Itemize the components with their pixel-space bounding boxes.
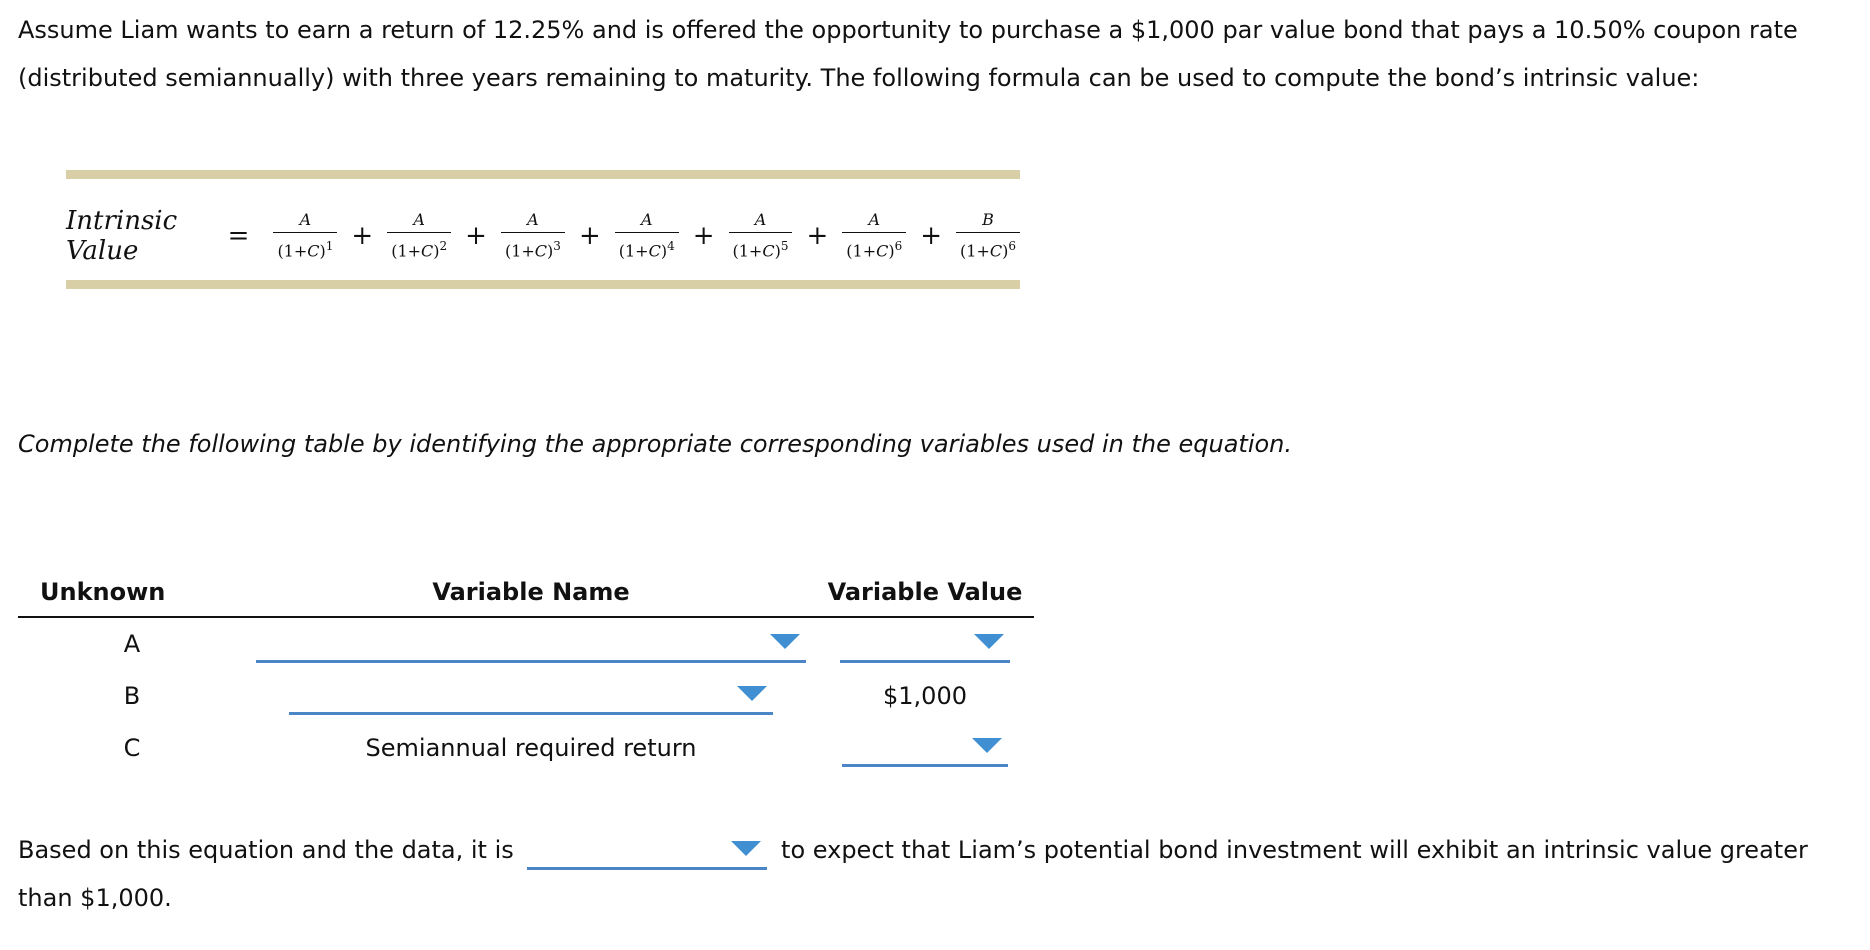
unknown-a: A	[123, 630, 141, 658]
variables-table	[18, 574, 1034, 774]
unknown-b: B	[123, 682, 141, 710]
header-unknown: Unknown	[18, 574, 246, 617]
formula-box	[66, 170, 1020, 284]
header-variable-value: Variable Value	[816, 574, 1034, 617]
unknown-c: C	[123, 734, 141, 762]
question-intro: Assume Liam wants to earn a return of 12.25% and is offered the opportunity to purchase a $1,000 par value bond that pays a 10.50% coupon rate (distributed semiannually) with three years remaining to maturity. The following formula can be used to compute the bond’s intrinsic value:	[18, 16, 1798, 92]
formula-plus: +	[351, 221, 374, 251]
answer-sentence	[18, 826, 1858, 922]
caret-down-icon	[731, 841, 761, 856]
variable-name-dropdown-b[interactable]	[289, 678, 773, 715]
formula-term: $\frac{A}{(1+C)^1}$	[273, 211, 337, 261]
formula-plus: +	[806, 221, 829, 251]
answer-text-after: to expect that Liam’s potential bond investment will exhibit an intrinsic value greater than $1,000.	[18, 836, 1808, 912]
formula-band-top	[66, 170, 1020, 179]
formula-plus: +	[692, 221, 715, 251]
table-row	[18, 617, 1034, 670]
formula-plus: +	[465, 221, 487, 251]
likelihood-dropdown[interactable]	[527, 833, 767, 870]
formula-plus: +	[920, 221, 943, 251]
table-row	[18, 670, 1034, 722]
variable-value-b: $1,000	[883, 682, 967, 710]
formula-band-bottom	[66, 280, 1020, 289]
formula-equals: =	[227, 221, 250, 251]
formula-term: $\frac{A}{(1+C)^6}$	[842, 211, 906, 261]
table-row	[18, 722, 1034, 774]
variable-value-dropdown-a[interactable]	[840, 626, 1010, 663]
caret-down-icon	[974, 634, 1004, 649]
variable-value-dropdown-c[interactable]	[842, 730, 1008, 767]
formula-plus: +	[578, 221, 601, 251]
formula-term: $\frac{A}{(1+C)^2}$	[387, 211, 451, 261]
formula-term: $\frac{A}{(1+C)^3}$	[501, 211, 565, 261]
formula-term: $\frac{B}{(1+C)^6}$	[956, 211, 1020, 261]
caret-down-icon	[737, 686, 767, 701]
answer-text-before: Based on this equation and the data, it is	[18, 836, 514, 864]
table-instruction: Complete the following table by identifying the appropriate corresponding variables used in the equation.	[18, 430, 1293, 458]
variable-name-dropdown-a[interactable]	[256, 626, 806, 663]
caret-down-icon	[972, 738, 1002, 753]
formula-label: Intrinsic Value	[66, 206, 178, 266]
header-variable-name: Variable Name	[246, 574, 816, 617]
formula-term: $\frac{A}{(1+C)^5}$	[729, 211, 793, 261]
caret-down-icon	[770, 634, 800, 649]
variable-name-c: Semiannual required return	[365, 734, 697, 762]
formula-term: $\frac{A}{(1+C)^4}$	[615, 211, 679, 261]
intrinsic-value-formula	[66, 206, 1020, 266]
